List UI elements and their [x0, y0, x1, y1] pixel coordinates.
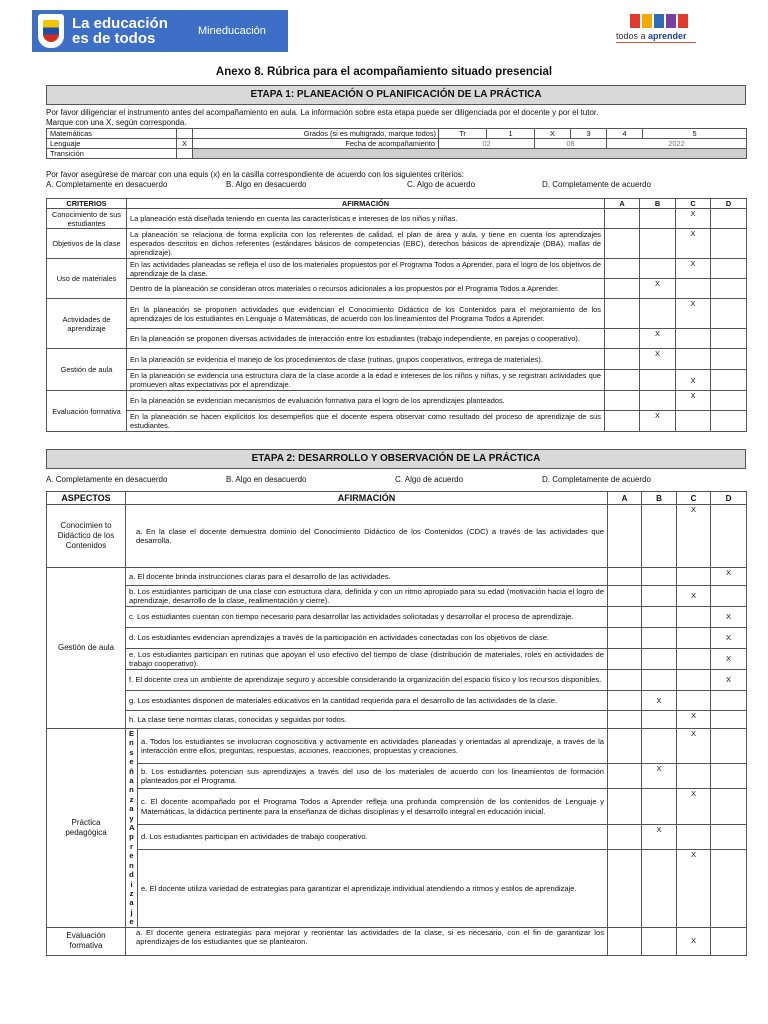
mark-d[interactable]: [711, 279, 747, 299]
logo-prefix: todos a: [616, 31, 649, 41]
mark-c[interactable]: [676, 349, 711, 370]
date-month[interactable]: 08: [535, 139, 607, 149]
option-a: A. Completamente en desacuerdo: [46, 475, 168, 484]
table-row: [47, 849, 747, 927]
mark-b[interactable]: X: [642, 824, 677, 849]
mark-b[interactable]: [642, 927, 677, 955]
stage1-rubric-table: [46, 198, 747, 432]
mark-c[interactable]: X: [677, 927, 711, 955]
header-a: A: [608, 492, 642, 505]
table-row: [47, 229, 747, 259]
header-b: B: [640, 199, 676, 209]
option-d: D. Completamente de acuerdo: [542, 475, 651, 484]
mark-b[interactable]: X: [640, 279, 676, 299]
mark-a[interactable]: [605, 299, 640, 329]
header-criterios: CRITERIOS: [47, 199, 127, 209]
table-row: [47, 259, 747, 279]
aspect-label: Práctica pedagógica: [47, 729, 126, 928]
criterion-label: Evaluación formativa: [47, 391, 127, 432]
mark-b[interactable]: X: [640, 349, 676, 370]
statement-text: Dentro de la planeación se consideran otros materiales o recursos adicionales a los propuestos por el Programa Todos a Aprender.: [127, 279, 605, 299]
mark-c[interactable]: [677, 568, 711, 586]
mark-d[interactable]: [711, 299, 747, 329]
table-row: [47, 789, 747, 824]
statement-text: h. La clase tiene normas claras, conocidas y seguidas por todos.: [126, 711, 608, 729]
mark-c[interactable]: X: [676, 259, 711, 279]
statement-text: La planeación está diseñada teniendo en cuenta las características e intereses de los niños y niñas.: [127, 209, 605, 229]
statement-text: c. Los estudiantes cuentan con tiempo necesario para desarrollar las actividades solicitadas y desarrollar el proceso de aprendizaje.: [126, 607, 608, 628]
table-row: [47, 711, 747, 729]
area-mark[interactable]: [177, 149, 193, 159]
mark-a[interactable]: [608, 711, 642, 729]
brand-line-1: La educación: [72, 15, 168, 32]
statement-text: g. Los estudiantes disponen de materiales educativos en la cantidad requerida para el desarrollo de las actividades de la clase.: [126, 691, 608, 711]
mark-c[interactable]: [677, 824, 711, 849]
header-c: C: [676, 199, 711, 209]
mark-a[interactable]: [608, 607, 642, 628]
grade-cell[interactable]: 5: [643, 129, 747, 139]
header-b: B: [642, 492, 677, 505]
mark-d[interactable]: [711, 411, 747, 432]
mark-c[interactable]: [676, 411, 711, 432]
mark-c[interactable]: X: [677, 789, 711, 824]
mark-a[interactable]: [608, 670, 642, 691]
criteria-intro: Por favor asegúrese de marcar con una equis (x) en la casilla correspondiente de acuerdo con los siguientes criterios:: [46, 170, 464, 179]
mark-d[interactable]: [711, 789, 747, 824]
mark-c[interactable]: [676, 279, 711, 299]
mark-b[interactable]: [640, 299, 676, 329]
ministry-name: Mineducación: [198, 25, 266, 37]
option-b: B. Algo en desacuerdo: [226, 475, 307, 484]
mark-a[interactable]: [608, 789, 642, 824]
mark-d[interactable]: [711, 209, 747, 229]
statement-text: En la planeación se proponen diversas actividades de interacción entre los estudiantes (trabajo independiente, en parejas o cooperativo).: [127, 329, 605, 349]
mark-c[interactable]: X: [676, 209, 711, 229]
mark-b[interactable]: [640, 391, 676, 411]
statement-text: d. Los estudiantes evidencian aprendizajes a través de la participación en actividades conectadas con los objetivos de clase.: [126, 628, 608, 649]
header-afirmacion: AFIRMACIÓN: [126, 492, 608, 505]
blank-gray-cell: [193, 149, 747, 159]
mark-c[interactable]: [677, 649, 711, 670]
option-a: A. Completamente en desacuerdo: [46, 180, 168, 189]
mark-d[interactable]: [711, 927, 747, 955]
stage2-title: ETAPA 2: DESARROLLO Y OBSERVACIÓN DE LA PRÁCTICA: [46, 449, 746, 469]
mark-b[interactable]: X: [642, 764, 677, 789]
area-grade-table: [46, 128, 747, 159]
option-c: C. Algo de acuerdo: [407, 180, 476, 189]
statement-text: a. El docente genera estrategias para mejorar y reorientar las actividades de la clase, si es necesario, con el fin de garantizar los aprendizajes de los estudiantes que se plantearon.: [126, 927, 608, 955]
date-label: Fecha de acompañamiento: [193, 139, 439, 149]
aspect-label: Evaluación formativa: [47, 927, 126, 955]
mark-c[interactable]: X: [677, 729, 711, 764]
mark-c[interactable]: X: [676, 391, 711, 411]
instruction-1: Por favor diligenciar el instrumento antes del acompañamiento en aula. La información sobre esta etapa puede ser diligenciada por el docente y por el tutor.: [46, 108, 599, 117]
mark-d[interactable]: X: [711, 628, 747, 649]
mark-c[interactable]: [677, 670, 711, 691]
mark-d[interactable]: [711, 391, 747, 411]
mark-b[interactable]: [642, 849, 677, 927]
grade-cell[interactable]: 4: [607, 129, 643, 139]
mark-d[interactable]: [711, 729, 747, 764]
criterion-label: Conocimiento de sus estudiantes: [47, 209, 127, 229]
todos-a-aprender-logo: [616, 14, 706, 54]
mark-b[interactable]: X: [640, 329, 676, 349]
table-row: [47, 370, 747, 391]
mark-c[interactable]: [677, 691, 711, 711]
table-row: [47, 764, 747, 789]
table-row: [47, 670, 747, 691]
statement-text: a. El docente brinda instrucciones claras para el desarrollo de las actividades.: [126, 568, 608, 586]
stage1-instruction: [46, 108, 746, 128]
mark-a[interactable]: [605, 349, 640, 370]
mark-c[interactable]: X: [677, 711, 711, 729]
mark-a[interactable]: [608, 729, 642, 764]
statement-text: La planeación se relaciona de forma explícita con los referentes de calidad, el plan de área y aula, y tiene en cuenta los aprendizajes esperados descritos en dichos referentes (estándares básicos de competencias (EBC), derechos básicos de aprendizaje (DBA), mallas de aprendizaje).: [127, 229, 605, 259]
header-c: C: [677, 492, 711, 505]
colombia-shield-icon: [38, 14, 64, 48]
mark-c[interactable]: X: [676, 229, 711, 259]
table-row: [47, 628, 747, 649]
mark-d[interactable]: [711, 349, 747, 370]
mark-a[interactable]: [608, 649, 642, 670]
grade-cell[interactable]: Tr: [439, 129, 487, 139]
mark-a[interactable]: [605, 391, 640, 411]
mark-c[interactable]: [677, 628, 711, 649]
mark-d[interactable]: [711, 691, 747, 711]
mark-a[interactable]: [605, 411, 640, 432]
date-year[interactable]: 2022: [607, 139, 747, 149]
document-title: Anexo 8. Rúbrica para el acompañamiento situado presencial: [215, 66, 553, 78]
table-row: [47, 691, 747, 711]
header-d: D: [711, 199, 747, 209]
mark-a[interactable]: [608, 628, 642, 649]
mark-d[interactable]: X: [711, 607, 747, 628]
vertical-side-label: Enseñanza y Aprendizaje: [126, 729, 138, 928]
grades-label: Grados (si es multigrado, marque todos): [193, 129, 439, 139]
mark-a[interactable]: [605, 259, 640, 279]
mark-b[interactable]: [642, 729, 677, 764]
mark-d[interactable]: [711, 229, 747, 259]
mark-b[interactable]: [642, 505, 677, 568]
area-language: Lenguaje: [47, 139, 177, 149]
mark-a[interactable]: [608, 764, 642, 789]
mark-b[interactable]: [640, 229, 676, 259]
mark-d[interactable]: [711, 370, 747, 391]
mark-d[interactable]: [711, 764, 747, 789]
statement-text: a. Todos los estudiantes se involucran cognoscitiva y activamente en actividades planeadas y orientadas al aprendizaje, a través de la interacción entre ellos, preguntas, respuestas, acciones, reacciones, propuestas y creaciones.: [138, 729, 608, 764]
statement-text: En las actividades planeadas se refleja el uso de los materiales propuestos por el Programa Todos a Aprender, para el logro de los objetivos de aprendizaje de la clase.: [127, 259, 605, 279]
mark-d[interactable]: X: [711, 670, 747, 691]
mark-d[interactable]: [711, 711, 747, 729]
table-row: [47, 299, 747, 329]
stage2-options: [46, 475, 746, 484]
table-row: [47, 411, 747, 432]
table-row: [47, 505, 747, 568]
statement-text: d. Los estudiantes participan en actividades de trabajo cooperativo.: [138, 824, 608, 849]
logo-suffix: aprender: [648, 31, 687, 41]
mark-d[interactable]: X: [711, 649, 747, 670]
statement-text: En la planeación se evidencian mecanismos de evaluación formativa para el logro de los aprendizajes planteados.: [127, 391, 605, 411]
statement-text: a. En la clase el docente demuestra dominio del Conocimiento Didáctico de los Contenidos (CDC) a través de las actividades que desarrolla.: [126, 505, 608, 568]
brand-text: [72, 16, 192, 46]
mark-c[interactable]: [677, 764, 711, 789]
statement-text: En la planeación se evidencia el manejo de los procedimientos de clase (rutinas, grupos cooperativos, entrega de materiales).: [127, 349, 605, 370]
mark-a[interactable]: [605, 329, 640, 349]
statement-text: b. Los estudiantes potencian sus aprendizajes a través del uso de los materiales de acuerdo con los lineamientos de formación planteados por el Programa.: [138, 764, 608, 789]
mark-d[interactable]: [711, 824, 747, 849]
mark-b[interactable]: [642, 649, 677, 670]
mark-a[interactable]: [608, 505, 642, 568]
grade-cell[interactable]: X: [535, 129, 571, 139]
mark-a[interactable]: [605, 209, 640, 229]
mark-d[interactable]: [711, 849, 747, 927]
mark-b[interactable]: [642, 586, 677, 607]
statement-text: En la planeación se hacen explícitos los desempeños que el docente espera observar como resultado del proceso de aprendizaje de sus estudiantes.: [127, 411, 605, 432]
area-mark[interactable]: [177, 129, 193, 139]
criterion-label: Objetivos de la clase: [47, 229, 127, 259]
statement-text: b. Los estudiantes participan de una clase con estructura clara, definida y con un ritmo apropiado para su edad (motivación hacia el logro de aprendizaje, desarrollo de la clase, realimentación y cierre).: [126, 586, 608, 607]
mark-b[interactable]: [640, 209, 676, 229]
stage2-rubric-table: [46, 491, 747, 956]
mark-a[interactable]: [608, 824, 642, 849]
mark-c[interactable]: X: [676, 299, 711, 329]
header-aspectos: ASPECTOS: [47, 492, 126, 505]
mark-c[interactable]: X: [677, 505, 711, 568]
statement-text: c. El docente acompañado por el Programa Todos a Aprender refleja una profunda comprensión de los contenidos de Lenguaje y Matemáticas, la didáctica pertinente para la enseñanza de dichas disciplinas y el desarrollo integral en educación inicial.: [138, 789, 608, 824]
header-afirmacion: AFIRMACIÓN: [127, 199, 605, 209]
mark-a[interactable]: [608, 568, 642, 586]
mark-d[interactable]: [711, 259, 747, 279]
mark-a[interactable]: [605, 370, 640, 391]
criterion-label: Gestión de aula: [47, 349, 127, 391]
mark-a[interactable]: [608, 927, 642, 955]
grade-cell[interactable]: 3: [571, 129, 607, 139]
mark-b[interactable]: [642, 607, 677, 628]
option-d: D. Completamente de acuerdo: [542, 180, 651, 189]
area-transition: Transición: [47, 149, 177, 159]
table-row: [47, 607, 747, 628]
mark-d[interactable]: [711, 329, 747, 349]
mark-a[interactable]: [608, 586, 642, 607]
mark-c[interactable]: X: [677, 849, 711, 927]
table-row: [47, 209, 747, 229]
mark-b[interactable]: [642, 711, 677, 729]
option-b: B. Algo en desacuerdo: [226, 180, 307, 189]
option-c: C. Algo de acuerdo: [395, 475, 464, 484]
aspect-label: Gestión de aula: [47, 568, 126, 729]
table-row: [47, 279, 747, 299]
table-row: [47, 349, 747, 370]
brand-line-2: es de todos: [72, 30, 156, 47]
date-day[interactable]: 02: [439, 139, 535, 149]
mark-b[interactable]: [640, 259, 676, 279]
mark-c[interactable]: X: [677, 586, 711, 607]
logo-blocks-icon: [630, 14, 706, 28]
instruction-2: Marque con una X, según corresponda.: [46, 118, 187, 127]
mark-c[interactable]: [677, 607, 711, 628]
aspect-label: Conocimien to Didáctico de los Contenidos: [47, 505, 126, 568]
statement-text: f. El docente crea un ambiente de aprendizaje seguro y accesible considerando la organización del espacio físico y los recursos disponibles.: [126, 670, 608, 691]
mark-b[interactable]: X: [642, 691, 677, 711]
mark-b[interactable]: [642, 670, 677, 691]
mark-a[interactable]: [608, 691, 642, 711]
stage1-title: ETAPA 1: PLANEACIÓN O PLANIFICACIÓN DE LA PRÁCTICA: [46, 85, 746, 105]
mark-b[interactable]: X: [640, 411, 676, 432]
ministry-banner: [32, 10, 288, 52]
mark-a[interactable]: [608, 849, 642, 927]
stage1-options: [46, 180, 746, 189]
statement-text: e. El docente utiliza variedad de estrategias para garantizar el aprendizaje individual atendiendo a ritmos y estilos de aprendizaje.: [138, 849, 608, 927]
mark-d[interactable]: X: [711, 568, 747, 586]
table-row: [47, 649, 747, 670]
mark-b[interactable]: [642, 628, 677, 649]
area-mathematics: Matemáticas: [47, 129, 177, 139]
mark-a[interactable]: [605, 279, 640, 299]
mark-a[interactable]: [605, 229, 640, 259]
mark-b[interactable]: [640, 370, 676, 391]
criterion-label: Actividades de aprendizaje: [47, 299, 127, 349]
table-row: [47, 329, 747, 349]
statement-text: En la planeación se evidencia una estructura clara de la clase acorde a la edad e intereses de los niños y niñas, y se registran actividades que promueven altas expectativas por el aprendizaje.: [127, 370, 605, 391]
mark-b[interactable]: [642, 789, 677, 824]
mark-c[interactable]: [676, 329, 711, 349]
table-row: [47, 568, 747, 586]
header-a: A: [605, 199, 640, 209]
header-d: D: [711, 492, 747, 505]
table-row: [47, 927, 747, 955]
area-mark[interactable]: X: [177, 139, 193, 149]
table-row: [47, 586, 747, 607]
mark-d[interactable]: [711, 505, 747, 568]
statement-text: En la planeación se proponen actividades que evidencian el Conocimiento Didáctico de los Contenidos para el mejoramiento de los aprendizajes de los estudiantes en Lenguaje o Matemáticas, de acuerdo con los lineamientos del Programa Todos a Aprender.: [127, 299, 605, 329]
mark-c[interactable]: X: [676, 370, 711, 391]
mark-d[interactable]: [711, 586, 747, 607]
grade-cell[interactable]: 1: [487, 129, 535, 139]
table-row: [47, 824, 747, 849]
statement-text: e. Los estudiantes participan en rutinas que apoyan el uso efectivo del tiempo de clase (distribución de materiales, roles en actividades de trabajo cooperativo).: [126, 649, 608, 670]
table-row: [47, 391, 747, 411]
criterion-label: Uso de materiales: [47, 259, 127, 299]
table-row: [47, 729, 747, 764]
mark-b[interactable]: [642, 568, 677, 586]
